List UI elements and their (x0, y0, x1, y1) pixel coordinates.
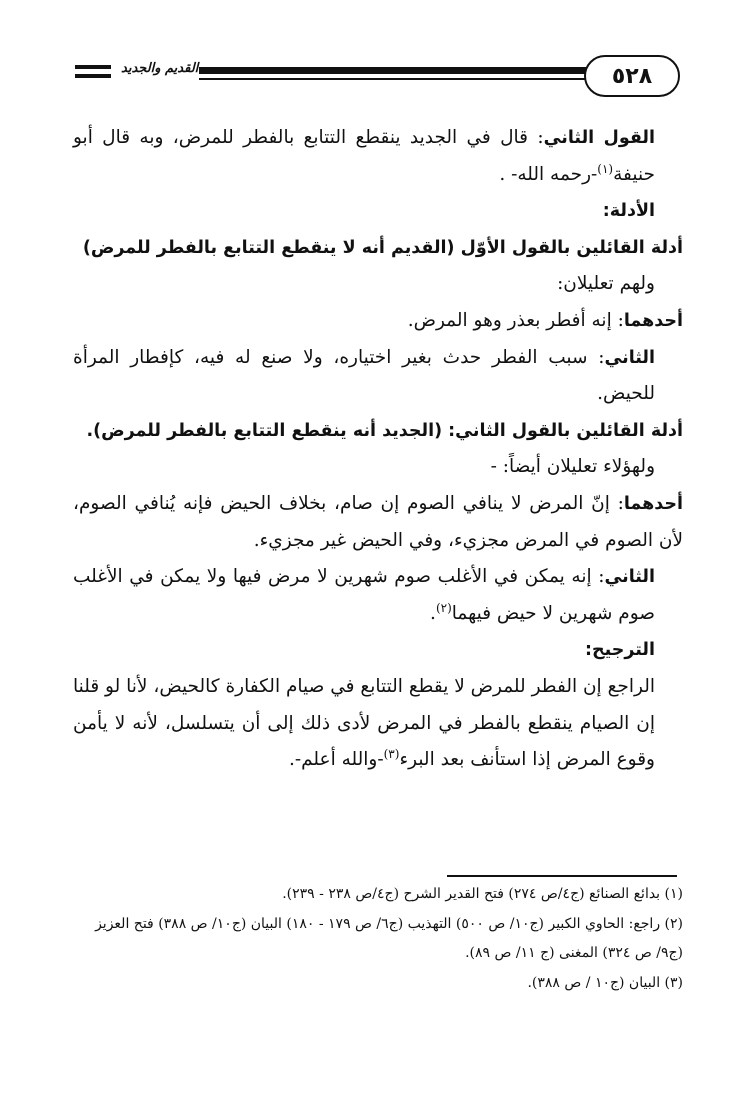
text-reason-2: : سبب الفطر حدث بغير اختياره، ولا صنع له فيه، كإفطار المرأة للحيض. (73, 346, 655, 405)
paragraph-second-opinion (73, 120, 683, 193)
line-reasons-first: ولهم تعليلان: (557, 273, 655, 295)
header-rule-thick (199, 67, 592, 74)
text-preference: الراجع إن الفطر للمرض لا يقطع التتابع في صيام الكفارة كالحيض، لأنا لو قلنا إن الصيام ينقطع بالفطر في المرض لأدى ذلك إلى أن يتسلسل، لأنه لا يأمن وقوع المرض إذا استأنف بعد البرء (72, 675, 655, 771)
header-ornament-bar (75, 65, 111, 69)
text-reason-4-tail: . (430, 602, 436, 624)
heading-first-evidence: أدلة القائلين بالقول الأوّل (القديم أنه لا ينقطع التتابع بالفطر للمرض) (82, 237, 683, 258)
heading-evidence: الأدلة: (602, 201, 655, 222)
label-reason-2: الثاني (604, 347, 655, 368)
text-reason-3: : إنّ المرض لا ينافي الصوم إن صام، بخلاف الحيض فإنه يُنافي الصوم، لأن الصوم في المرض مجزيء، وفي الحيض غير مجزيء. (73, 492, 683, 551)
header-ornament-bar (75, 74, 111, 78)
page-header (75, 52, 680, 98)
text-second-opinion: : قال في الجديد ينقطع التتابع بالفطر للمرض، وبه قال أبو حنيفة (73, 127, 655, 185)
paragraph-reason-4 (73, 559, 683, 632)
text-reason-1: : إنه أفطر بعذر وهو المرض. (407, 309, 624, 331)
label-reason-1: أحدهما (623, 310, 683, 331)
text-reason-4: : إنه يمكن في الأغلب صوم شهرين لا مرض فيها ولا يمكن في الأغلب صوم شهرين لا حيض فيهما (73, 566, 655, 624)
label-second-opinion: القول الثاني (543, 128, 655, 148)
footnote-1: (١) بدائع الصنائع (ج٤/ص ٢٧٤) فتح القدير الشرح (ج٤/ص ٢٣٨ - ٢٣٩). (282, 886, 683, 902)
paragraph-reason-2 (73, 340, 683, 413)
label-reason-3: أحدهما (623, 493, 683, 514)
paragraph-reason-3 (73, 486, 683, 559)
body-text (73, 120, 683, 779)
line-reasons-second: ولهؤلاء تعليلان أيضاً: - (490, 456, 655, 478)
paragraph-preference (73, 669, 683, 779)
footnote-ref-2: (٢) (435, 600, 452, 615)
footnote-2: (٢) راجع: الحاوي الكبير (ج١٠/ ص ٥٠٠) التهذيب (ج٦/ ص ١٧٩ - ١٨٠) البيان (ج١٠/ ص ٣٨٨) فتح العزيز (ج٩/ ص ٣٢٤) المغنى (ج ١١/ ص ٨٩). (95, 915, 683, 961)
heading-second-evidence: أدلة القائلين بالقول الثاني: (الجديد أنه ينقطع التتابع بالفطر للمرض). (86, 420, 683, 441)
label-reason-4: الثاني (604, 567, 655, 588)
footnote-separator (447, 875, 677, 877)
page-number: ٥٢٨ (584, 55, 680, 97)
paragraph-reason-1 (73, 303, 683, 340)
running-title: القديم والجديد (121, 61, 199, 76)
text-preference-tail: -والله أعلم-. (288, 749, 384, 771)
footnote-3: (٣) البيان (ج١٠ / ص ٣٨٨). (527, 974, 683, 991)
footnote-ref-1: (١) (597, 161, 614, 176)
footnotes (73, 880, 683, 998)
footnote-ref-3: (٣) (383, 746, 400, 761)
heading-preference: الترجيح: (585, 640, 655, 661)
text-second-opinion-tail: -رحمه الله- . (499, 163, 598, 185)
header-rule-thin (199, 78, 592, 80)
